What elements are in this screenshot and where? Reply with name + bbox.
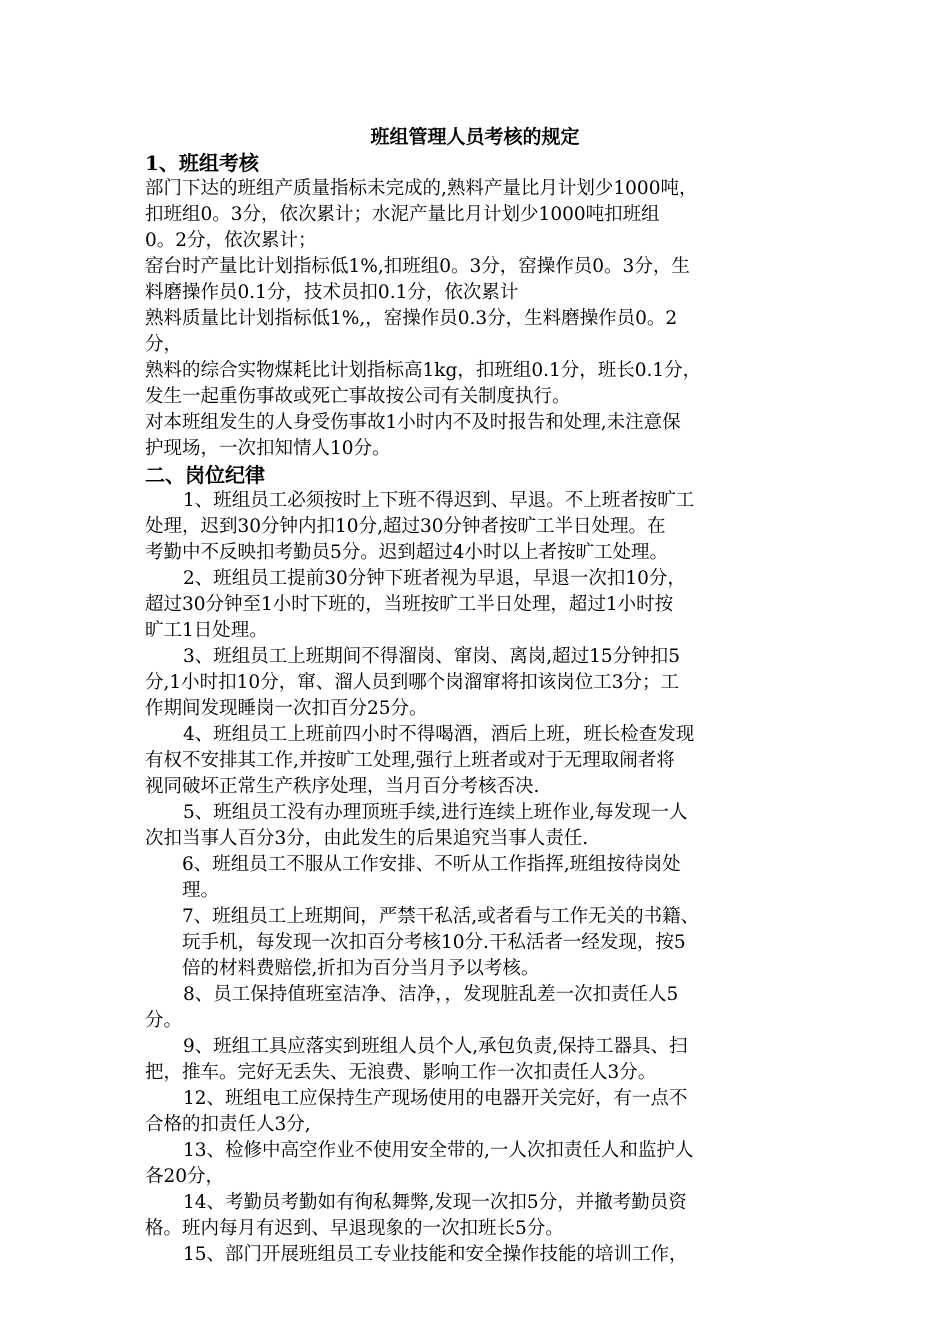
paragraph — [145, 358, 805, 410]
text-line: 分,1小时扣10分，窜、溜人员到哪个岗溜窜将扣该岗位工3分；工 — [145, 672, 679, 693]
text-line: 格。班内每月有迟到、早退现象的一次扣班长5分。 — [145, 1218, 564, 1239]
text-line: 15、部门开展班组员工专业技能和安全操作技能的培训工作， — [183, 1244, 688, 1265]
rule-item — [145, 1190, 805, 1242]
text-line: 发生一起重伤事故或死亡事故按公司有关制度执行。 — [145, 386, 571, 407]
text-line: 有权不安排其工作,并按旷工处理,强行上班者或对于无理取闹者将 — [145, 750, 675, 771]
text-line: 次扣当事人百分3分，由此发生的后果追究当事人责任. — [145, 828, 589, 849]
text-line: 6、班组员工不服从工作安排、不听从工作指挥,班组按待岗处 — [182, 854, 681, 875]
text-line: 护现场，一次扣知情人10分。 — [145, 438, 391, 459]
text-line: 作期间发现睡岗一次扣百分25分。 — [145, 698, 428, 719]
text-line: 部门下达的班组产质量指标未完成的,熟料产量比月计划少1000吨， — [145, 178, 698, 199]
text-line: 7、班组员工上班期间，严禁干私活,或者看与工作无关的书籍、 — [182, 906, 700, 927]
document-title: 班组管理人员考核的规定 — [370, 126, 580, 148]
text-line: 视同破坏正常生产秩序处理，当月百分考核否决. — [145, 776, 540, 797]
text-line: 把，推车。完好无丢失、无浪费、影响工作一次扣责任人3分。 — [145, 1062, 657, 1083]
text-line: 合格的扣责任人3分, — [145, 1114, 311, 1135]
section-heading-job-discipline: 二、岗位纪律 — [145, 463, 265, 487]
text-line: 料磨操作员0.1分，技术员扣0.1分，依次累计 — [145, 282, 519, 303]
text-line: 扣班组0。3分，依次累计；水泥产量比月计划少1000吨扣班组 — [145, 204, 660, 225]
text-line: 5、班组员工没有办理顶班手续,进行连续上班作业,每发现一人 — [183, 802, 688, 823]
text-line: 窑台时产量比计划指标低1%,扣班组0。3分，窑操作员0。3分，生 — [145, 256, 690, 277]
rule-item — [145, 1034, 805, 1086]
text-line: 超过30分钟至1小时下班的，当班按旷工半日处理，超过1小时按 — [145, 594, 674, 615]
rule-item — [145, 722, 805, 800]
paragraph — [145, 306, 805, 358]
document-body — [145, 150, 805, 1268]
paragraph — [145, 410, 805, 462]
text-line: 0。2分，依次累计； — [145, 230, 317, 251]
text-line: 8、员工保持值班室洁净、洁净，，发现脏乱差一次扣责任人5 — [183, 984, 679, 1005]
text-line: 各20分， — [145, 1166, 225, 1187]
rule-item — [145, 1138, 805, 1190]
rule-item — [145, 852, 805, 904]
text-line: 4、班组员工上班前四小时不得喝酒，酒后上班，班长检查发现 — [183, 724, 695, 745]
rule-item — [145, 982, 805, 1034]
text-line: 旷工1日处理。 — [145, 620, 268, 641]
text-line: 分。 — [145, 1010, 183, 1031]
text-line: 玩手机，每发现一次扣百分考核10分.干私活者一经发现，按5 — [182, 932, 686, 953]
text-line: 1、班组员工必须按时上下班不得迟到、早退。不上班者按旷工 — [183, 490, 695, 511]
text-line: 2、班组员工提前30分钟下班者视为早退，早退一次扣10分， — [183, 568, 686, 589]
section-heading-team-assessment: 1、班组考核 — [145, 151, 259, 175]
rule-item — [145, 488, 805, 566]
text-line: 处理，迟到30分钟内扣10分,超过30分钟者按旷工半日处理。在 — [145, 516, 666, 537]
text-line: 熟料的综合实物煤耗比计划指标高1kg，扣班组0.1分，班长0.1分， — [145, 360, 702, 381]
rule-item — [145, 904, 805, 982]
paragraph — [145, 254, 805, 306]
text-line: 分， — [145, 334, 183, 355]
text-line: 对本班组发生的人身受伤事故1小时内不及时报告和处理,未注意保 — [145, 412, 681, 433]
rule-item — [145, 800, 805, 852]
rule-item — [145, 1242, 805, 1268]
rule-item — [145, 566, 805, 644]
text-line: 12、班组电工应保持生产现场使用的电器开关完好，有一点不 — [183, 1088, 688, 1109]
text-line: 14、考勤员考勤如有徇私舞弊,发现一次扣5分，并撤考勤员资 — [183, 1192, 687, 1213]
text-line: 考勤中不反映扣考勤员5分。迟到超过4小时以上者按旷工处理。 — [145, 542, 669, 563]
rule-item — [145, 644, 805, 722]
text-line: 13、检修中高空作业不使用安全带的,一人次扣责任人和监护人 — [183, 1140, 694, 1161]
text-line: 理。 — [182, 880, 220, 901]
text-line: 3、班组员工上班期间不得溜岗、窜岗、离岗,超过15分钟扣5 — [183, 646, 680, 667]
text-line: 倍的材料费赔偿,折扣为百分当月予以考核。 — [182, 958, 540, 979]
paragraph — [145, 176, 805, 254]
rule-item — [145, 1086, 805, 1138]
text-line: 9、班组工具应落实到班组人员个人,承包负责,保持工器具、扫 — [183, 1036, 688, 1057]
text-line: 熟料质量比计划指标低1%,，窑操作员0.3分，生料磨操作员0。2 — [145, 308, 678, 329]
